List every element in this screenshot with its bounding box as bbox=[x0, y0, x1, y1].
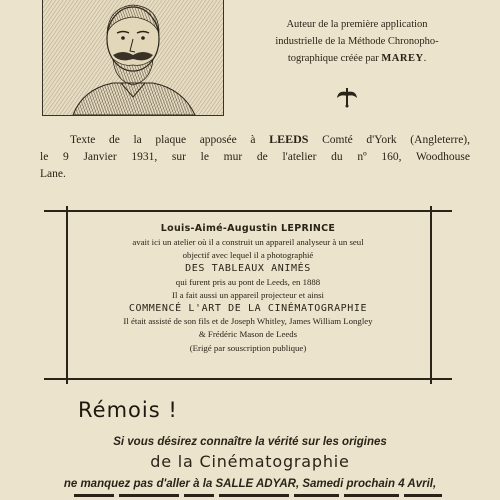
plaque-inscription bbox=[64, 222, 432, 355]
plaque-border-top bbox=[44, 210, 452, 212]
advert-line-1: Si vous désirez connaître la vérité sur les origines bbox=[113, 436, 387, 448]
portrait-engraving bbox=[42, 0, 224, 116]
plaque-introduction bbox=[40, 131, 470, 183]
cropped-text-line bbox=[74, 494, 454, 500]
plaque-line-2: objectif avec lequel il a photographié bbox=[182, 250, 314, 261]
plaque-line-8: & Frédéric Mason de Leeds bbox=[198, 329, 298, 340]
advert-heading: Rémois ! bbox=[78, 398, 178, 422]
caption-line-3-end: . bbox=[423, 53, 427, 64]
caption-line-2: industrielle de la Méthode Chronopho- bbox=[275, 36, 439, 47]
intro-line-2: le 9 Janvier 1931, sur le mur de l'atelier du nº 160, Woodhouse bbox=[40, 151, 470, 163]
intro-line-3: Lane. bbox=[40, 168, 66, 180]
advert-line-3: ne manquez pas d'aller à la SALLE ADYAR, Samedi prochain 4 Avril, bbox=[63, 478, 437, 490]
caption-line-3-text: tographique créée par bbox=[287, 53, 382, 64]
caption-line-1: Auteur de la première application bbox=[286, 19, 428, 30]
plaque-line-1: avait ici un atelier où il a construit un appareil analyseur à un seul bbox=[132, 237, 364, 247]
plaque-line-4: qui furent pris au pont de Leeds, en 1888 bbox=[175, 276, 321, 287]
plaque-border-bottom bbox=[44, 378, 452, 380]
intro-line-1-end: Comté d'York (Angleterre), bbox=[308, 134, 471, 146]
plaque-line-9: (Erigé par souscription publique) bbox=[189, 342, 307, 353]
intro-line-1 bbox=[40, 131, 470, 149]
plaque-line-7: Il était assisté de son fils et de Joseph Whitley, James William Longley bbox=[123, 316, 373, 327]
portrait-illustration bbox=[43, 0, 223, 115]
fleuron-ornament-icon bbox=[334, 86, 360, 108]
marey-name: MAREY bbox=[381, 53, 424, 64]
plaque-line-6: COMMENCÉ L'ART DE LA CINÉMATOGRAPHIE bbox=[128, 303, 368, 315]
advert-line-2: de la Cinématographie bbox=[150, 452, 350, 471]
intro-line-1-text: Texte de la plaque apposée à bbox=[70, 134, 270, 146]
plaque-line-3: DES TABLEAUX ANIMÉS bbox=[185, 263, 311, 275]
plaque-line-5: Il a fait aussi un appareil projecteur et ainsi bbox=[172, 289, 324, 300]
leeds-name: LEEDS bbox=[269, 132, 309, 146]
caption-line-3 bbox=[232, 50, 482, 67]
portrait-caption bbox=[232, 16, 482, 67]
plaque-frame bbox=[44, 210, 452, 380]
plaque-name: Louis-Aimé-Augustin LEPRINCE bbox=[160, 223, 336, 234]
